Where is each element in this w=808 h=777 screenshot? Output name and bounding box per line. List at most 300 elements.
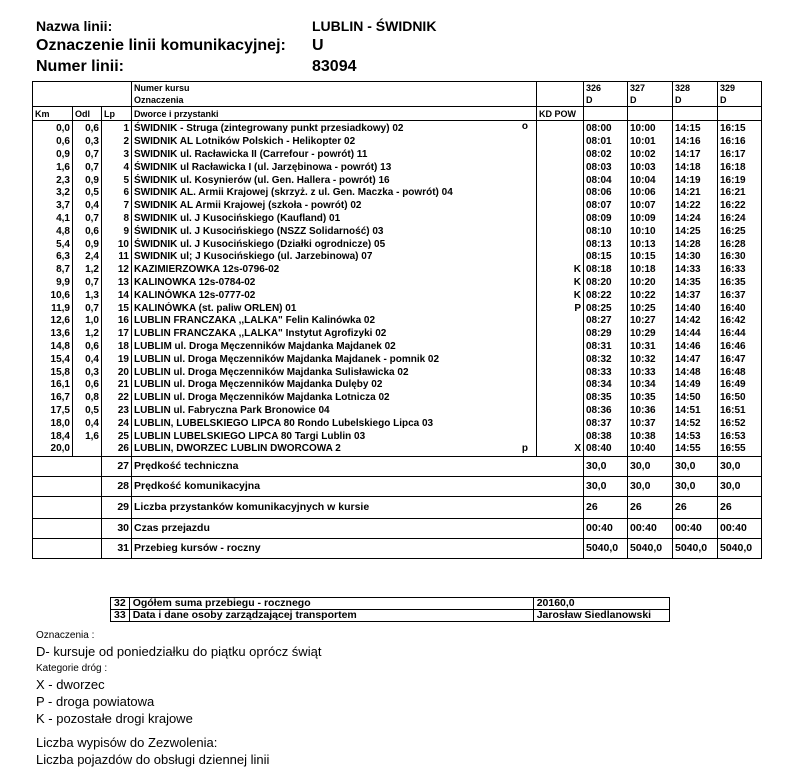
totals-table [110,597,670,622]
lp-cell: 1 [102,121,132,136]
departure-time: 16:15 [718,121,762,136]
road-category-cell [537,225,584,238]
course-mark-row [33,94,762,107]
km-cell: 13,6 [33,328,73,341]
distance-cell: 1,2 [73,264,102,277]
departure-time: 16:48 [718,366,762,379]
stop-name-cell [132,225,537,238]
stop-row [33,149,762,162]
lp-cell: 29 [102,496,132,518]
road-category-cell [537,328,584,341]
km-header: Km [33,107,73,121]
stop-row [33,289,762,302]
stop-row [33,392,762,405]
course-number: 327 [628,82,673,95]
summary-value: 30,0 [673,476,718,496]
stop-row [33,353,762,366]
lp-header: Lp [102,107,132,121]
km-cell: 10,6 [33,289,73,302]
departure-time: 14:18 [673,161,718,174]
departure-time: 10:07 [628,200,673,213]
departure-time: 10:25 [628,302,673,315]
km-cell: 1,6 [33,161,73,174]
departure-time: 14:42 [673,315,718,328]
summary-value: 00:40 [584,518,628,538]
distance-cell: 0,7 [73,213,102,226]
departure-time: 14:55 [673,443,718,456]
road-category-cell [537,161,584,174]
lp-cell: 22 [102,392,132,405]
road-category-cell [537,366,584,379]
distance-cell: 0,5 [73,187,102,200]
stop-row [33,136,762,149]
totals-row [111,610,670,622]
summary-row [33,538,762,558]
timetable [32,81,762,559]
road-category-cell [537,174,584,187]
departure-time: 10:02 [628,149,673,162]
departure-time: 16:44 [718,328,762,341]
stop-row [33,121,762,136]
departure-time: 14:22 [673,200,718,213]
stop-name-cell [132,379,537,392]
km-cell: 18,0 [33,417,73,430]
km-cell: 16,1 [33,379,73,392]
totals-row [111,598,670,610]
distance-cell: 0,4 [73,353,102,366]
km-cell: 12,6 [33,315,73,328]
stop-row [33,161,762,174]
stop-row [33,213,762,226]
km-cell: 0,0 [33,121,73,136]
departure-time: 16:16 [718,136,762,149]
totals-value: Jarosław Siedlanowski [533,610,669,622]
stop-name-cell [132,417,537,430]
summary-row [33,518,762,538]
stop-name: LUBLIN ul. Droga Męczenników Majdanka Lotnicza 02 [134,392,390,404]
departure-time: 16:42 [718,315,762,328]
stop-name-cell [132,187,537,200]
departure-time: 10:06 [628,187,673,200]
road-category-cell [537,136,584,149]
departure-time: 14:44 [673,328,718,341]
departure-time: 08:18 [584,264,628,277]
summary-row [33,496,762,518]
stop-name: LUBLIN LUBELSKIEGO LIPCA 80 Targi Lublin 03 [134,430,366,442]
stop-name: KAZIMIERZÓWKA 12s-0796-02 [134,264,280,276]
lp-cell: 24 [102,417,132,430]
departure-time: 08:22 [584,289,628,302]
road-categories-title: Kategorie dróg : [36,663,108,674]
line-number-label: Numer linii: [36,58,125,75]
summary-value: 30,0 [718,476,762,496]
departure-time: 08:10 [584,225,628,238]
km-cell: 4,1 [33,213,73,226]
lp-cell: 25 [102,430,132,443]
departure-time: 08:35 [584,392,628,405]
departure-time: 08:31 [584,341,628,354]
line-name-value: LUBLIN - ŚWIDNIK [312,18,437,34]
stop-name: LUBLIN ul. Droga Męczenników Majdanka Dulęby 02 [134,379,383,391]
km-cell: 2,3 [33,174,73,187]
stop-name: LUBLIM ul. Droga Męczenników Majdanka Majdanek 02 [134,340,396,352]
lp-cell: 15 [102,302,132,315]
totals-label: Ogółem suma przebiegu - rocznego [129,598,533,610]
blank-cell [33,538,102,558]
summary-row [33,476,762,496]
stop-name-cell [132,353,537,366]
stop-name-cell [132,174,537,187]
road-category-cell [537,238,584,251]
stop-row [33,443,762,456]
departure-time: 14:33 [673,264,718,277]
stop-row [33,264,762,277]
departure-time: 08:09 [584,213,628,226]
km-cell: 20,0 [33,443,73,456]
departure-time: 10:20 [628,277,673,290]
departure-time: 08:15 [584,251,628,264]
stop-name-cell [132,149,537,162]
stop-name-cell [132,213,537,226]
distance-cell: 0,6 [73,341,102,354]
stop-row [33,251,762,264]
km-cell: 6,3 [33,251,73,264]
summary-value: 26 [584,496,628,518]
departure-time: 16:47 [718,353,762,366]
departure-time: 16:24 [718,213,762,226]
stop-name: ŚWIDNIK ul. J Kusocińskiego (Działki ogrodnicze) 05 [134,238,386,250]
departure-time: 16:49 [718,379,762,392]
stop-name: LUBLIN FRANCZAKA ,,LALKA" Felin Kalinówka 02 [134,315,376,327]
stops-header: Dworce i przystanki [132,107,537,121]
distance-cell: 0,8 [73,392,102,405]
km-cell: 15,8 [33,366,73,379]
road-category-cell: K [537,264,584,277]
departure-time: 10:38 [628,430,673,443]
departure-time: 16:18 [718,161,762,174]
departure-time: 10:33 [628,366,673,379]
distance-cell: 1,3 [73,289,102,302]
lp-cell: 30 [102,518,132,538]
departure-time: 16:17 [718,149,762,162]
lp-cell: 4 [102,161,132,174]
stop-row [33,417,762,430]
departure-time: 08:20 [584,277,628,290]
departure-time: 16:28 [718,238,762,251]
departure-time: 16:25 [718,225,762,238]
departure-time: 16:22 [718,200,762,213]
summary-value: 00:40 [718,518,762,538]
distance-cell: 0,9 [73,238,102,251]
distance-cell [73,443,102,456]
lp-cell: 8 [102,213,132,226]
km-cell: 0,9 [33,149,73,162]
km-cell: 5,4 [33,238,73,251]
summary-value: 30,0 [673,456,718,476]
stop-name-cell [132,405,537,418]
departure-time: 16:55 [718,443,762,456]
km-cell: 3,2 [33,187,73,200]
summary-label: Czas przejazdu [132,518,584,538]
stop-name: LUBLIN ul. Droga Męczenników Majdanka Sulisławicka 02 [134,366,409,378]
stop-row [33,302,762,315]
stop-row [33,405,762,418]
stop-row [33,366,762,379]
distance-cell: 0,7 [73,161,102,174]
blank-cell [33,476,102,496]
note-x: X - dworzec [36,677,105,692]
course-mark: D [628,94,673,107]
road-category-cell [537,315,584,328]
departure-time: 14:19 [673,174,718,187]
stop-name-cell [132,328,537,341]
lp-cell: 21 [102,379,132,392]
stop-row [33,238,762,251]
stop-name: KALINÓWKA (st. paliw ORLEN) 01 [134,302,297,314]
stop-flag: o [521,121,528,132]
road-category-cell: P [537,302,584,315]
summary-label: Przebieg kursów - roczny [132,538,584,558]
summary-label: Prędkość komunikacyjna [132,476,584,496]
stop-name: LUBLIN ul. Fabryczna Park Bronowice 04 [134,404,330,416]
stop-name-cell [132,315,537,328]
stop-name-cell [132,366,537,379]
lp-cell: 26 [102,443,132,456]
road-category-cell [537,405,584,418]
summary-value: 26 [628,496,673,518]
course-number-row [33,82,762,95]
distance-cell: 0,5 [73,405,102,418]
totals-value: 20160,0 [533,598,669,610]
km-cell: 16,7 [33,392,73,405]
lp-cell: 17 [102,328,132,341]
stop-name: KALINÓWKA 12s-0784-02 [134,276,256,288]
km-cell: 0,6 [33,136,73,149]
km-cell: 4,8 [33,225,73,238]
stop-name: LUBLIN ul. Droga Męczenników Majdanka Majdanek - pomnik 02 [134,353,440,365]
summary-value: 5040,0 [673,538,718,558]
departure-time: 14:17 [673,149,718,162]
lp-cell: 9 [102,225,132,238]
departure-time: 08:13 [584,238,628,251]
summary-value: 26 [673,496,718,518]
stop-row [33,277,762,290]
road-category-cell [537,251,584,264]
stop-row [33,379,762,392]
summary-value: 30,0 [584,476,628,496]
lp-cell: 27 [102,456,132,476]
odl-header: Odl [73,107,102,121]
summary-value: 00:40 [673,518,718,538]
stop-name-cell [132,289,537,302]
departure-time: 08:00 [584,121,628,136]
departure-time: 14:40 [673,302,718,315]
lp-cell: 11 [102,251,132,264]
course-number: 329 [718,82,762,95]
departure-time: 08:40 [584,443,628,456]
distance-cell: 1,6 [73,430,102,443]
stop-row [33,225,762,238]
kd-pow-header: KD POW [537,107,584,121]
departure-time: 08:36 [584,405,628,418]
summary-value: 30,0 [718,456,762,476]
blank-cell [33,456,102,476]
lp-cell: 23 [102,405,132,418]
summary-row [33,456,762,476]
stop-name-cell [132,251,537,264]
departure-time: 08:25 [584,302,628,315]
departure-time: 10:29 [628,328,673,341]
departure-time: 14:53 [673,430,718,443]
departure-time: 10:31 [628,341,673,354]
vehicle-count: Liczba pojazdów do obsługi dziennej linii [36,752,270,767]
departure-time: 10:34 [628,379,673,392]
note-k: K - pozostałe drogi krajowe [36,711,193,726]
road-category-cell [537,200,584,213]
summary-value: 00:40 [628,518,673,538]
summary-value: 30,0 [584,456,628,476]
km-cell: 14,8 [33,341,73,354]
km-cell: 11,9 [33,302,73,315]
course-number: 326 [584,82,628,95]
stop-name: ŚWIDNIK ul. Racławicka II (Carrefour - powrót) 11 [134,148,368,160]
line-number-value: 83094 [312,58,357,75]
summary-value: 26 [718,496,762,518]
stop-row [33,200,762,213]
departure-time: 08:37 [584,417,628,430]
course-mark: D [673,94,718,107]
road-category-cell [537,149,584,162]
departure-time: 16:35 [718,277,762,290]
departure-time: 16:52 [718,417,762,430]
lp-cell: 19 [102,353,132,366]
departure-time: 14:35 [673,277,718,290]
stop-name: LUBLIN, DWORZEC LUBLIN DWORCOWA 2 [134,443,341,455]
stop-name-cell [132,341,537,354]
km-cell: 3,7 [33,200,73,213]
km-cell: 18,4 [33,430,73,443]
stop-row [33,174,762,187]
departure-time: 10:00 [628,121,673,136]
distance-cell: 2,4 [73,251,102,264]
road-category-cell [537,392,584,405]
departure-time: 14:46 [673,341,718,354]
stop-name-cell [132,136,537,149]
stop-name: ŚWIDNIK AL Armii Krajowej (szkoła - powrót) 02 [134,200,362,212]
departure-time: 08:04 [584,174,628,187]
departure-time: 14:48 [673,366,718,379]
distance-cell: 0,7 [73,149,102,162]
departure-time: 16:40 [718,302,762,315]
departure-time: 16:46 [718,341,762,354]
lp-cell: 7 [102,200,132,213]
lp-cell: 31 [102,538,132,558]
stop-name-cell [132,121,537,136]
stop-name-cell [132,161,537,174]
departure-time: 10:40 [628,443,673,456]
departure-time: 16:33 [718,264,762,277]
lp-cell: 16 [102,315,132,328]
road-category-cell: K [537,289,584,302]
note-d: D- kursuje od poniedziałku do piątku oprócz świąt [36,644,322,659]
stop-name-cell [132,302,537,315]
km-cell: 9,9 [33,277,73,290]
stop-row [33,315,762,328]
summary-value: 5040,0 [718,538,762,558]
km-cell: 8,7 [33,264,73,277]
road-category-cell [537,187,584,200]
departure-time: 10:03 [628,161,673,174]
stop-name-cell [132,200,537,213]
note-p: P - droga powiatowa [36,694,155,709]
summary-value: 5040,0 [628,538,673,558]
stop-name-cell [132,430,537,443]
departure-time: 14:25 [673,225,718,238]
departure-time: 08:38 [584,430,628,443]
distance-cell: 0,6 [73,225,102,238]
stop-name: ŚWIDNIK ul Racławicka I (ul. Jarzębinowa - powrót) 13 [134,161,392,173]
departure-time: 16:37 [718,289,762,302]
departure-time: 10:04 [628,174,673,187]
distance-cell: 0,4 [73,200,102,213]
lp-cell: 6 [102,187,132,200]
distance-cell: 0,3 [73,136,102,149]
stop-name: ŚWIDNIK AL. Armii Krajowej (skrzyż. z ul. Gen. Maczka - powrót) 04 [134,187,453,199]
departure-time: 08:06 [584,187,628,200]
summary-value: 30,0 [628,476,673,496]
stop-flag: p [521,442,528,454]
markings-title: Oznaczenia : [36,630,95,641]
road-category-cell [537,121,584,136]
line-designation-label: Oznaczenie linii komunikacyjnej: [36,37,286,54]
lp-cell: 32 [111,598,130,610]
departure-time: 08:01 [584,136,628,149]
stop-name: ŚWIDNIK ul. Kosynierów (ul. Gen. Hallera - powrót) 16 [134,174,390,186]
course-number-label: Numer kursu [132,82,537,95]
departure-time: 14:52 [673,417,718,430]
course-mark: D [718,94,762,107]
lp-cell: 10 [102,238,132,251]
road-category-cell: X [537,443,584,456]
departure-time: 14:50 [673,392,718,405]
lp-cell: 5 [102,174,132,187]
road-category-cell: K [537,277,584,290]
km-cell: 15,4 [33,353,73,366]
departure-time: 10:13 [628,238,673,251]
departure-time: 14:37 [673,289,718,302]
stop-name-cell [132,238,537,251]
course-number: 328 [673,82,718,95]
lp-cell: 18 [102,341,132,354]
distance-cell: 0,7 [73,302,102,315]
markings-label: Oznaczenia [132,94,537,107]
stop-name: ŚWIDNIK - Struga (zintegrowany punkt przesiadkowy) 02 [134,123,404,135]
departure-time: 10:22 [628,289,673,302]
departure-time: 16:50 [718,392,762,405]
road-category-cell [537,417,584,430]
stop-name-cell [132,443,537,456]
line-designation-value: U [312,37,324,54]
stop-name: LUBLIN, LUBELSKIEGO LIPCA 80 Rondo Lubelskiego Lipca 03 [134,417,434,429]
departure-time: 10:32 [628,353,673,366]
stop-name: LUBLIN FRANCZAKA ,,LALKA" Instytut Agrofizyki 02 [134,328,387,340]
km-cell: 17,5 [33,405,73,418]
blank-cell [33,496,102,518]
stop-name: ŚWIDNIK AL Lotników Polskich - Helikopter 02 [134,136,356,148]
departure-time: 10:01 [628,136,673,149]
road-category-cell [537,430,584,443]
stop-row [33,328,762,341]
